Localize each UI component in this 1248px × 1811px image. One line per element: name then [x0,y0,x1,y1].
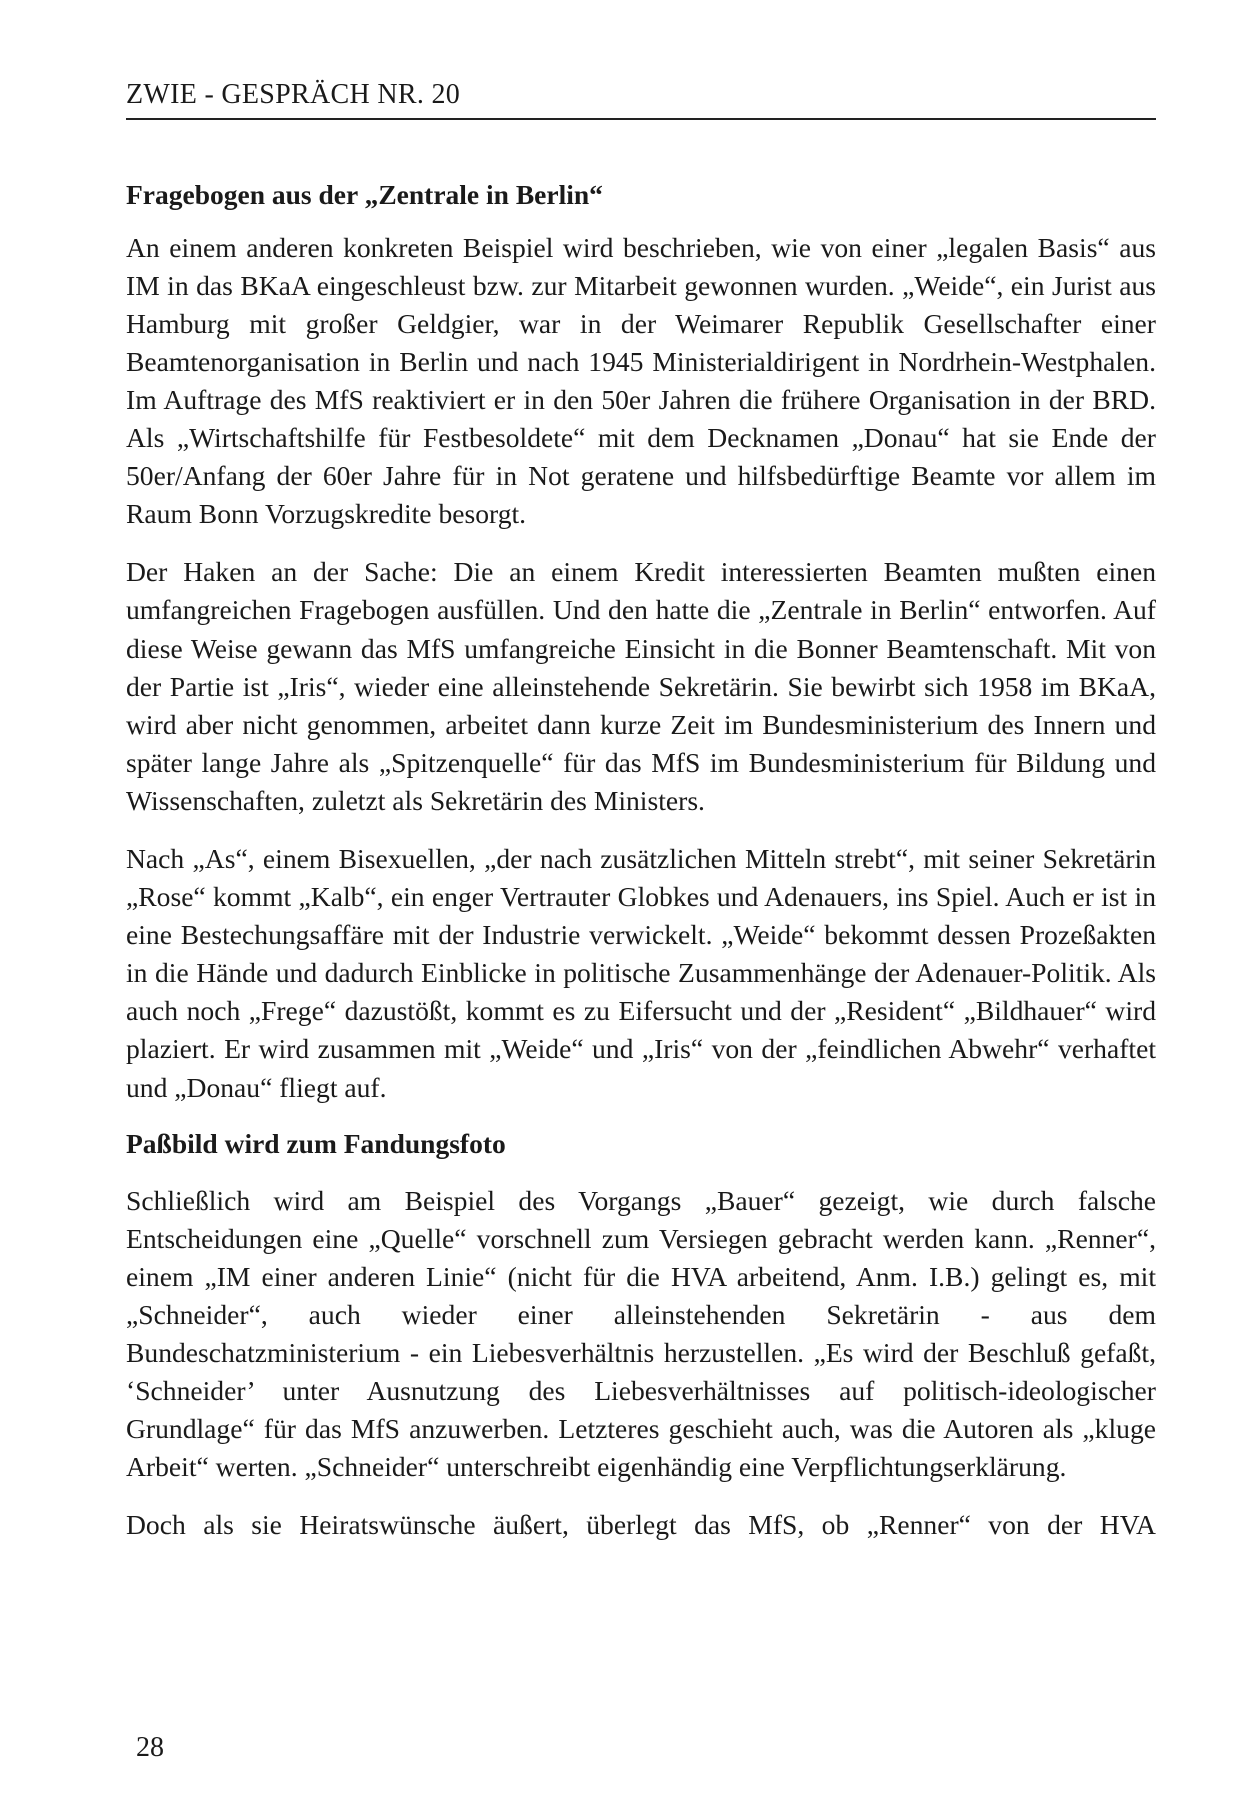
paragraph-continued: Doch als sie Heiratswünsche äußert, überlegt das MfS, ob „Renner“ von der HVA [126,1509,1156,1541]
running-header: ZWIE - GESPRÄCH NR. 20 [126,78,1156,120]
page-number: 28 [136,1732,164,1763]
paragraph: Schließlich wird am Beispiel des Vorgangs „Bauer“ gezeigt, wie durch falsche Entscheidungen eine „Quelle“ vorschnell zum Versiegen gebracht werden kann. „Renner“, einem „IM einer anderen Linie“ (nicht für die HVA arbeitend, Anm. I.B.) gelingt es, mit „Schneider“, auch wieder einer alleinstehenden Sekretärin - aus dem Bundeschatzministerium - ein Liebesverhältnis herzustellen. „Es wird der Beschluß gefaßt, ‘Schneider’ unter Ausnutzung des Liebesverhältnisses auf politisch-ideologischer Grundlage“ für das MfS anzuwerben. Letzteres geschieht auch, was die Autoren als „kluge Arbeit“ werten. „Schneider“ unterschreibt eigenhändig eine Verpflichtungserklärung. [126,1184,1156,1483]
paragraph: Nach „As“, einem Bisexuellen, „der nach zusätzlichen Mitteln strebt“, mit seiner Sekretärin „Rose“ kommt „Kalb“, ein enger Vertrauter Globkes und Adenauers, ins Spiel. Auch er ist in eine Bestechungsaffäre mit der Industrie verwickelt. „Weide“ bekommt dessen Prozeßakten in die Hände und dadurch Einblicke in politische Zusammenhänge der Adenauer-Politik. Als auch noch „Frege“ dazustößt, kommt es zu Eifersucht und der „Resident“ „Bildhauer“ wird plaziert. Er wird zusammen mit „Weide“ und „Iris“ von der „feindlichen Abwehr“ verhaftet und „Donau“ fliegt auf. [126,843,1156,1103]
section-heading-fragebogen: Fragebogen aus der „Zentrale in Berlin“ [126,178,603,210]
paragraph: An einem anderen konkreten Beispiel wird beschrieben, wie von einer „legalen Basis“ aus IM in das BKaA eingeschleust bzw. zur Mitarbeit gewonnen wurden. „Weide“, ein Jurist aus Hamburg mit großer Geldgier, war in der Weimarer Republik Gesellschafter einer Beamtenorganisation in Berlin und nach 1945 Ministerialdirigent in Nordrhein-Westphalen. Im Auftrage des MfS reaktiviert er in den 50er Jahren die frühere Organisation in der BRD. Als „Wirtschaftshilfe für Festbesoldete“ mit dem Decknamen „Donau“ hat sie Ende der 50er/Anfang der 60er Jahre für in Not geratene und hilfsbedürftige Beamte vor allem im Raum Bonn Vorzugskredite besorgt. [126,231,1156,530]
section-heading-passbild: Paßbild wird zum Fandungsfoto [126,1127,506,1159]
document-page [126,78,1156,1565]
paragraph: Der Haken an der Sache: Die an einem Kredit interessierten Beamten mußten einen umfangreichen Fragebogen ausfüllen. Und den hatte die „Zentrale in Berlin“ entworfen. Auf diese Weise gewann das MfS umfangreiche Einsicht in die Bonner Beamtenschaft. Mit von der Partie ist „Iris“, wieder eine alleinstehende Sekretärin. Sie bewirbt sich 1958 im BKaA, wird aber nicht genommen, arbeitet dann kurze Zeit im Bundesministerium des Innern und später lange Jahre als „Spitzenquelle“ für das MfS im Bundesministerium für Bildung und Wissenschaften, zuletzt als Sekretärin des Ministers. [126,556,1156,816]
